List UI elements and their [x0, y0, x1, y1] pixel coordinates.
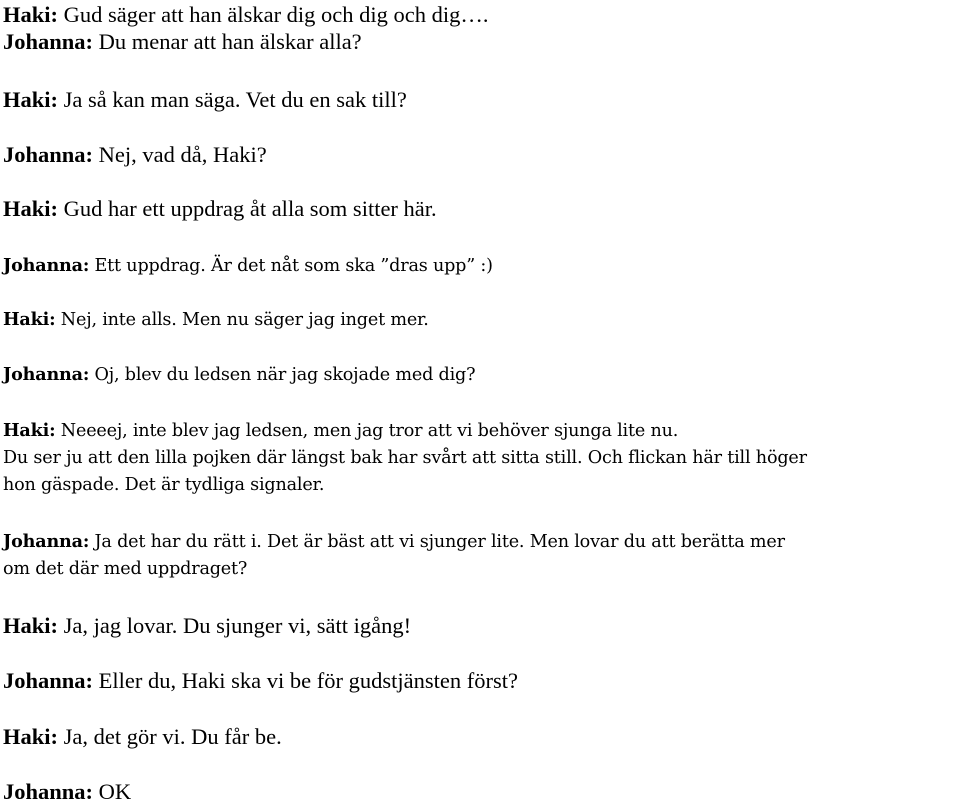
dialogue-line — [3, 307, 429, 333]
line-text: Gud säger att han älskar dig och dig och dig…. — [58, 2, 489, 27]
speaker-label: Johanna: — [3, 531, 90, 552]
dialogue-line — [3, 362, 475, 388]
speaker-label: Haki: — [3, 87, 59, 112]
line-text: Neeeej, inte blev jag ledsen, men jag tror att vi behöver sjunga lite nu. — [55, 421, 679, 441]
speaker-label: Haki: — [3, 309, 56, 330]
line-text: Ja, det gör vi. Du får be. — [58, 724, 282, 749]
dialogue-line — [3, 87, 407, 113]
line-text: OK — [93, 779, 132, 804]
speaker-label: Johanna: — [3, 364, 90, 385]
dialogue-line — [3, 142, 267, 168]
line-text: Ja så kan man säga. Vet du en sak till? — [58, 87, 407, 112]
speaker-label: Johanna: — [3, 668, 94, 693]
speaker-label: Haki: — [3, 2, 59, 27]
dialogue-line — [3, 2, 489, 28]
line-text: Ja, jag lovar. Du sjunger vi, sätt igång! — [58, 613, 412, 638]
line-text: om det där med uppdraget? — [3, 559, 248, 579]
dialogue-line — [3, 29, 362, 55]
line-text: Nej, vad då, Haki? — [93, 142, 267, 167]
speaker-label: Johanna: — [3, 255, 90, 276]
line-text: Du ser ju att den lilla pojken där längst bak har svårt att sitta still. Och flickan här till höger — [3, 448, 807, 468]
speaker-label: Haki: — [3, 196, 59, 221]
line-text: Gud har ett uppdrag åt alla som sitter här. — [58, 196, 437, 221]
dialogue-line — [3, 556, 247, 582]
speaker-label: Johanna: — [3, 142, 94, 167]
dialogue-line — [3, 779, 131, 805]
dialogue-line — [3, 253, 493, 279]
dialogue-line — [3, 613, 411, 639]
dialogue-line — [3, 529, 785, 555]
line-text: Du menar att han älskar alla? — [93, 29, 362, 54]
line-text: Eller du, Haki ska vi be för gudstjänsten först? — [93, 668, 518, 693]
line-text: hon gäspade. Det är tydliga signaler. — [3, 475, 325, 495]
dialogue-line — [3, 418, 678, 444]
speaker-label: Johanna: — [3, 29, 94, 54]
dialogue-line — [3, 445, 807, 471]
dialogue-line — [3, 668, 518, 694]
line-text: Nej, inte alls. Men nu säger jag inget mer. — [55, 310, 429, 330]
dialogue-line — [3, 724, 282, 750]
speaker-label: Haki: — [3, 613, 59, 638]
speaker-label: Haki: — [3, 420, 56, 441]
line-text: Ett uppdrag. Är det nåt som ska ”dras upp” :) — [89, 256, 493, 276]
line-text: Oj, blev du ledsen när jag skojade med dig? — [89, 365, 476, 385]
dialogue-line — [3, 472, 324, 498]
dialogue-line — [3, 196, 437, 222]
line-text: Ja det har du rätt i. Det är bäst att vi sjunger lite. Men lovar du att berätta mer — [89, 532, 785, 552]
speaker-label: Haki: — [3, 724, 59, 749]
speaker-label: Johanna: — [3, 779, 94, 804]
